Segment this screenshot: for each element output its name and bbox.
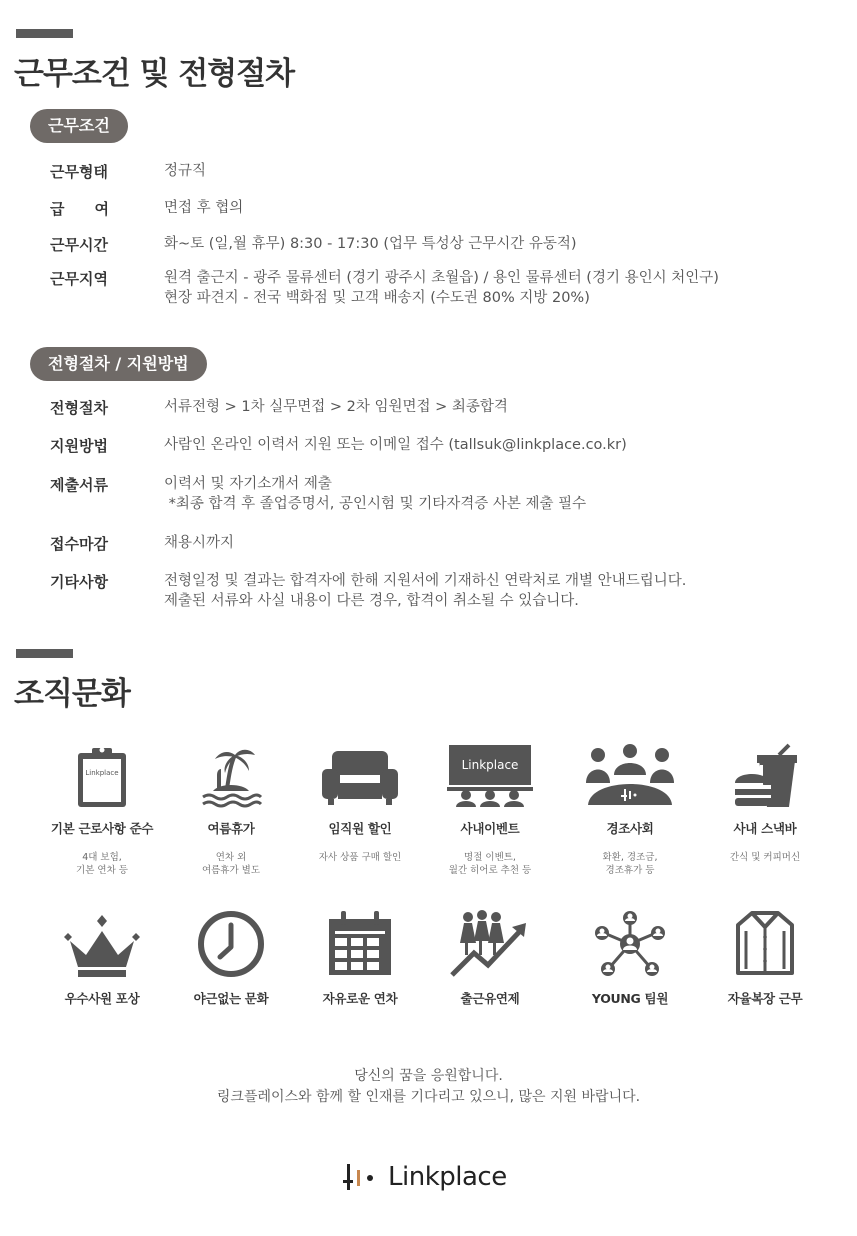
logo	[340, 1160, 507, 1194]
shirt-icon	[705, 907, 825, 979]
info-row-line: 사람인 온라인 이력서 지원 또는 이메일 접수 (tallsuk@linkplace.co.kr)	[164, 437, 627, 453]
info-row-value	[164, 571, 686, 611]
info-row	[50, 397, 840, 418]
culture-item	[300, 907, 420, 1007]
culture-item-desc-line: 명절 이벤트,	[464, 852, 516, 863]
culture-item-title: 출근유연제	[460, 991, 520, 1006]
culture-item-desc-line: 월간 히어로 추천 등	[448, 865, 532, 876]
culture-item-title: 경조사회	[606, 821, 654, 836]
closing-message	[0, 1066, 857, 1108]
info-row	[50, 268, 840, 308]
info-row-value	[164, 234, 577, 255]
info-row-line: 채용시까지	[164, 535, 235, 551]
info-row	[50, 435, 840, 456]
conditions-label-pill: 근무조건	[30, 109, 128, 143]
info-row	[50, 198, 840, 219]
closing-line-2: 링크플레이스와 함께 할 인재를 기다리고 있으니, 많은 지원 바랍니다.	[216, 1089, 641, 1105]
section-title-culture: 조직문화	[14, 676, 130, 712]
culture-item-desc	[171, 851, 291, 877]
info-row-key: 근무형태	[50, 163, 108, 181]
culture-item-desc	[705, 851, 825, 864]
culture-item-title: 기본 근로사항 준수	[50, 821, 154, 836]
culture-item-title: 사내 스낵바	[733, 821, 797, 836]
info-row	[50, 474, 840, 514]
info-row-line: 제출된 서류와 사실 내용이 다른 경우, 합격이 취소될 수 있습니다.	[164, 593, 579, 609]
culture-item-desc	[430, 851, 550, 877]
info-row-line: 전형일정 및 결과는 합격자에 한해 지원서에 기재하신 연락처로 개별 안내드립니다.	[164, 573, 687, 589]
info-row-key: 접수마감	[50, 535, 108, 553]
clipboard-icon	[42, 737, 162, 809]
sofa-icon	[300, 737, 420, 809]
culture-item	[171, 737, 291, 877]
culture-item	[430, 907, 550, 1007]
culture-item-desc	[42, 851, 162, 877]
network-icon	[570, 907, 690, 979]
info-row-value	[164, 474, 586, 514]
info-row-key: 근무시간	[50, 236, 108, 254]
logo-mark-icon	[340, 1160, 376, 1194]
culture-item	[570, 907, 690, 1007]
clipboard-label: Linkplace	[85, 769, 119, 777]
info-row-line: 화~토 (일,월 휴무) 8:30 - 17:30 (업무 특성상 근무시간 유동적)	[164, 236, 577, 252]
culture-item	[300, 737, 420, 864]
info-row-value	[164, 161, 206, 182]
info-row-value	[164, 198, 243, 219]
culture-item-desc-line: 경조휴가 등	[605, 865, 655, 876]
info-row-line: 이력서 및 자기소개서 제출	[164, 476, 332, 492]
info-row-value	[164, 268, 719, 308]
culture-item-desc-line: 기본 연차 등	[76, 865, 128, 876]
calendar-icon	[300, 907, 420, 979]
logo-text: Linkplace	[388, 1162, 507, 1192]
info-row-line: 면접 후 협의	[164, 200, 244, 216]
section-bar	[16, 649, 73, 658]
info-row-key: 근무지역	[50, 270, 108, 288]
info-row-key: 지원방법	[50, 437, 108, 455]
info-row	[50, 234, 840, 255]
closing-line-1: 당신의 꿈을 응원합니다.	[354, 1068, 503, 1084]
culture-item	[705, 737, 825, 864]
culture-item-title: 자유로운 연차	[322, 991, 398, 1006]
process-label-pill: 전형절차 / 지원방법	[30, 347, 207, 381]
culture-item-title: 사내이벤트	[460, 821, 520, 836]
meeting-icon	[570, 737, 690, 809]
island-icon	[171, 737, 291, 809]
info-row	[50, 161, 840, 182]
info-row	[50, 533, 840, 554]
culture-item	[171, 907, 291, 1007]
culture-item	[430, 737, 550, 877]
culture-item-desc-line: 화환, 경조금,	[602, 852, 658, 863]
section-bar	[16, 29, 73, 38]
culture-item-desc-line: 간식 및 커피머신	[729, 852, 801, 863]
culture-item-title: YOUNG 팀원	[591, 991, 669, 1006]
snack-icon	[705, 737, 825, 809]
info-row-line: 원격 출근지 - 광주 물류센터 (경기 광주시 초월읍) / 용인 물류센터 (경기 용인시 처인구)	[164, 270, 719, 286]
info-row-value	[164, 533, 234, 554]
culture-item	[42, 907, 162, 1007]
culture-item	[42, 737, 162, 877]
growth-icon	[430, 907, 550, 979]
culture-item-desc-line: 여름휴가 별도	[201, 865, 261, 876]
culture-item-title: 임직원 할인	[328, 821, 392, 836]
culture-item-desc-line: 4대 보험,	[82, 852, 122, 863]
info-row-value	[164, 435, 627, 456]
info-row-key: 기타사항	[50, 573, 108, 591]
event-icon	[430, 737, 550, 809]
crown-icon	[42, 907, 162, 979]
info-row-line: 서류전형 > 1차 실무면접 > 2차 임원면접 > 최종합격	[164, 399, 508, 415]
info-row-key: 전형절차	[50, 399, 108, 417]
section-title-conditions: 근무조건 및 전형절차	[14, 56, 295, 92]
culture-item-title: 우수사원 포상	[64, 991, 140, 1006]
info-row	[50, 571, 840, 611]
culture-item-desc-line: 자사 상품 구매 할인	[318, 852, 402, 863]
info-row-line: 현장 파견지 - 전국 백화점 및 고객 배송지 (수도권 80% 지방 20%)	[164, 290, 590, 306]
culture-item-desc-line: 연차 외	[215, 852, 247, 863]
culture-item-title: 여름휴가	[207, 821, 255, 836]
culture-item-desc	[570, 851, 690, 877]
info-row-line: *최종 합격 후 졸업증명서, 공인시험 및 기타자격증 사본 제출 필수	[164, 496, 587, 512]
info-row-key: 급 여	[50, 200, 109, 218]
culture-item-title: 야근없는 문화	[193, 991, 269, 1006]
culture-item	[570, 737, 690, 877]
culture-item-title: 자율복장 근무	[727, 991, 803, 1006]
info-row-key: 제출서류	[50, 476, 108, 494]
culture-item-desc	[300, 851, 420, 864]
info-row-value	[164, 397, 508, 418]
culture-item	[705, 907, 825, 1007]
clock-icon	[171, 907, 291, 979]
info-row-line: 정규직	[164, 163, 207, 179]
event-board-label: Linkplace	[461, 758, 519, 772]
